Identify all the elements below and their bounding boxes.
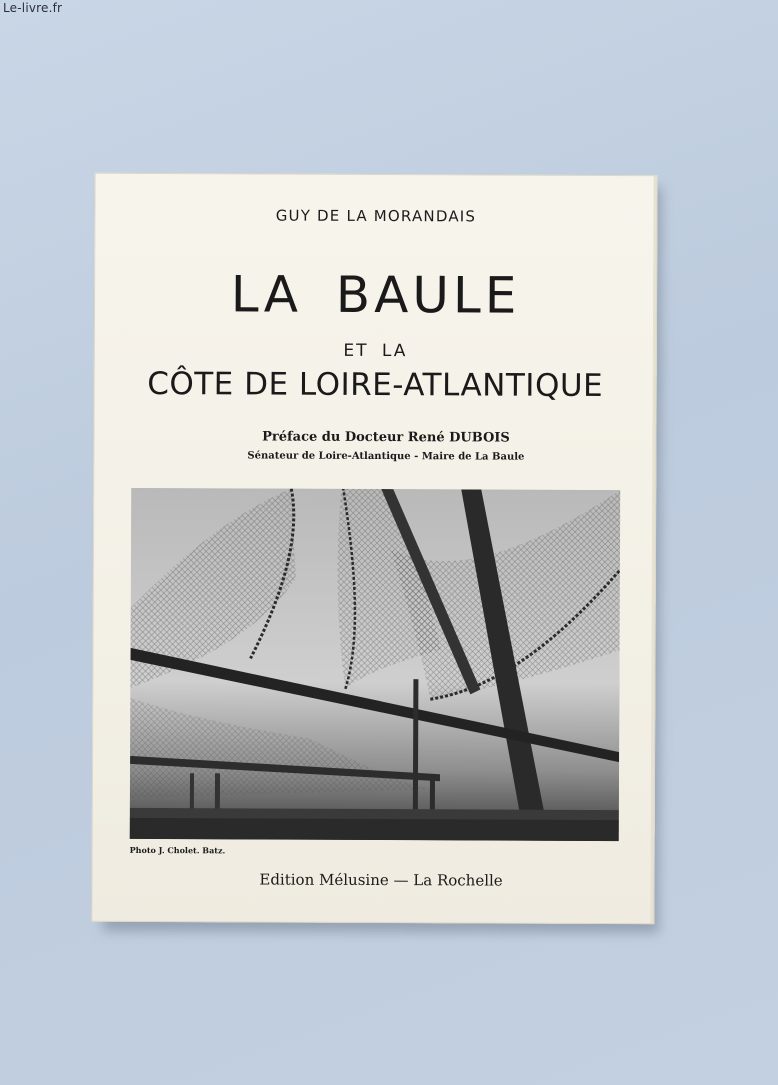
preface-author-role: Sénateur de Loire-Atlantique - Maire de La Baule [247,450,525,463]
photo-credit: Photo J. Cholet. Batz. [129,844,226,856]
title-connector: ET LA [343,340,408,362]
cover-photo-fishing-nets [130,488,621,841]
watermark-text: Le-livre.fr [3,1,63,15]
book-cover [91,173,657,924]
author-name: GUY DE LA MORANDAIS [275,206,477,226]
publisher-line: Edition Mélusine — La Rochelle [259,870,503,890]
preface-line: Préface du Docteur René DUBOIS [262,429,510,446]
book-title: LA BAULE [230,265,521,325]
book-subtitle: CÔTE DE LOIRE-ATLANTIQUE [147,366,604,404]
